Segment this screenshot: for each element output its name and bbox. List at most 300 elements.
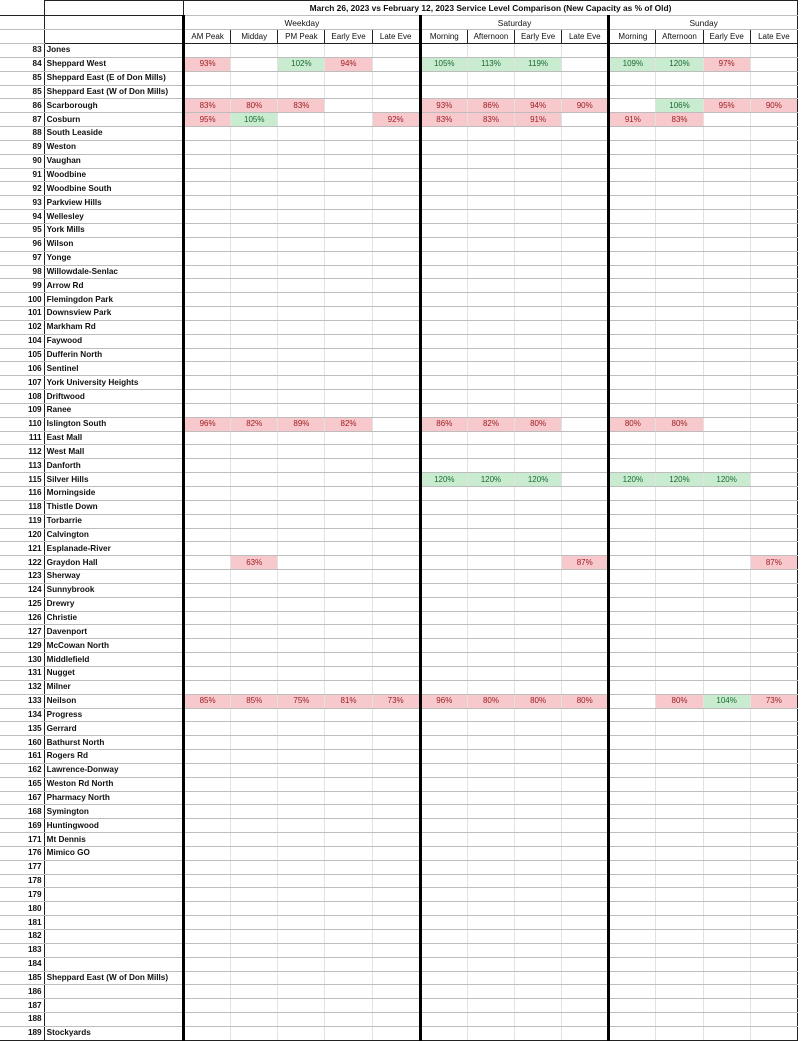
capacity-cell: [372, 666, 420, 680]
capacity-cell: [562, 85, 609, 99]
capacity-cell: [656, 736, 703, 750]
capacity-cell: [231, 85, 278, 99]
route-number: 189: [0, 1026, 44, 1040]
capacity-cell: [184, 943, 231, 957]
capacity-cell: [609, 763, 656, 777]
capacity-cell: [278, 860, 325, 874]
route-name: South Leaside: [44, 127, 183, 141]
capacity-cell: [372, 487, 420, 501]
table-row: [0, 99, 798, 113]
route-name: Woodbine: [44, 168, 183, 182]
capacity-cell: [703, 514, 750, 528]
route-number: 132: [0, 680, 44, 694]
route-name: Flemingdon Park: [44, 293, 183, 307]
capacity-cell: [467, 930, 514, 944]
capacity-cell: [372, 403, 420, 417]
route-number: 101: [0, 307, 44, 321]
capacity-cell: [325, 556, 372, 570]
capacity-cell: [562, 750, 609, 764]
capacity-cell: [609, 237, 656, 251]
capacity-cell: [656, 362, 703, 376]
capacity-cell: [656, 223, 703, 237]
capacity-cell: [562, 71, 609, 85]
table-row: [0, 694, 798, 708]
route-number: 107: [0, 376, 44, 390]
capacity-cell: [420, 957, 467, 971]
route-name: Lawrence-Donway: [44, 763, 183, 777]
capacity-cell: [750, 307, 797, 321]
route-name: Wellesley: [44, 210, 183, 224]
capacity-cell: [656, 1013, 703, 1027]
route-number: 121: [0, 542, 44, 556]
capacity-cell: [515, 805, 562, 819]
capacity-cell: [372, 514, 420, 528]
capacity-cell: [278, 763, 325, 777]
capacity-cell: [420, 999, 467, 1013]
capacity-cell: [703, 666, 750, 680]
capacity-cell: [278, 182, 325, 196]
capacity-cell: [467, 653, 514, 667]
route-name: Davenport: [44, 625, 183, 639]
capacity-cell: [467, 500, 514, 514]
route-number: 87: [0, 113, 44, 127]
capacity-cell: [278, 819, 325, 833]
table-row: [0, 500, 798, 514]
route-number: 90: [0, 154, 44, 168]
capacity-cell: 83%: [184, 99, 231, 113]
capacity-cell: [372, 210, 420, 224]
capacity-cell: [703, 625, 750, 639]
capacity-cell: [703, 777, 750, 791]
capacity-cell: [703, 930, 750, 944]
capacity-cell: [703, 570, 750, 584]
capacity-cell: [562, 999, 609, 1013]
capacity-cell: [703, 819, 750, 833]
capacity-cell: [467, 763, 514, 777]
capacity-cell: [278, 445, 325, 459]
capacity-cell: [515, 846, 562, 860]
capacity-cell: 81%: [325, 694, 372, 708]
route-number: 85: [0, 85, 44, 99]
capacity-cell: [750, 44, 797, 58]
capacity-cell: 83%: [656, 113, 703, 127]
capacity-cell: [562, 528, 609, 542]
route-name: East Mall: [44, 431, 183, 445]
table-row: [0, 1013, 798, 1027]
capacity-cell: [750, 846, 797, 860]
capacity-cell: 87%: [750, 556, 797, 570]
capacity-cell: [562, 902, 609, 916]
capacity-cell: [750, 971, 797, 985]
capacity-cell: [609, 459, 656, 473]
route-name: [44, 916, 183, 930]
period-header: Midday: [231, 30, 278, 44]
capacity-cell: [184, 611, 231, 625]
capacity-cell: [703, 348, 750, 362]
capacity-cell: [184, 777, 231, 791]
capacity-cell: [278, 722, 325, 736]
capacity-cell: [467, 791, 514, 805]
capacity-cell: [231, 930, 278, 944]
capacity-cell: [278, 666, 325, 680]
capacity-cell: [750, 514, 797, 528]
capacity-cell: [467, 666, 514, 680]
table-row: [0, 307, 798, 321]
capacity-cell: [325, 985, 372, 999]
capacity-cell: [325, 570, 372, 584]
route-name: [44, 957, 183, 971]
route-number: 91: [0, 168, 44, 182]
capacity-cell: [609, 971, 656, 985]
capacity-cell: [656, 307, 703, 321]
capacity-cell: [184, 223, 231, 237]
capacity-cell: [562, 265, 609, 279]
capacity-cell: [562, 44, 609, 58]
capacity-cell: [231, 985, 278, 999]
capacity-cell: [325, 722, 372, 736]
period-header: Afternoon: [656, 30, 703, 44]
capacity-cell: [184, 653, 231, 667]
capacity-cell: [562, 860, 609, 874]
capacity-cell: [750, 736, 797, 750]
capacity-cell: [703, 653, 750, 667]
capacity-cell: [467, 680, 514, 694]
capacity-cell: [372, 223, 420, 237]
capacity-cell: [278, 71, 325, 85]
table-row: [0, 71, 798, 85]
capacity-cell: [750, 376, 797, 390]
capacity-cell: [703, 943, 750, 957]
capacity-cell: [656, 846, 703, 860]
capacity-cell: [515, 85, 562, 99]
capacity-cell: 120%: [420, 473, 467, 487]
capacity-cell: [278, 750, 325, 764]
capacity-cell: [278, 307, 325, 321]
capacity-cell: [515, 639, 562, 653]
capacity-cell: [515, 44, 562, 58]
capacity-cell: [515, 223, 562, 237]
capacity-cell: [656, 874, 703, 888]
capacity-cell: [184, 666, 231, 680]
capacity-cell: [372, 971, 420, 985]
capacity-cell: [656, 154, 703, 168]
table-row: [0, 722, 798, 736]
capacity-cell: [420, 265, 467, 279]
capacity-cell: [184, 805, 231, 819]
capacity-cell: [420, 708, 467, 722]
capacity-cell: 83%: [278, 99, 325, 113]
capacity-cell: [703, 708, 750, 722]
capacity-cell: [231, 805, 278, 819]
capacity-cell: [609, 791, 656, 805]
capacity-cell: [750, 542, 797, 556]
table-row: [0, 459, 798, 473]
capacity-cell: [515, 819, 562, 833]
table-row: [0, 846, 798, 860]
capacity-cell: [325, 763, 372, 777]
capacity-cell: [184, 680, 231, 694]
period-header: Late Eve: [372, 30, 420, 44]
capacity-cell: [656, 625, 703, 639]
route-name: [44, 902, 183, 916]
capacity-cell: [420, 625, 467, 639]
capacity-cell: [609, 930, 656, 944]
route-number: 134: [0, 708, 44, 722]
route-name: Stockyards: [44, 1026, 183, 1040]
route-number: 162: [0, 763, 44, 777]
capacity-cell: [609, 390, 656, 404]
capacity-cell: [656, 251, 703, 265]
capacity-cell: [750, 999, 797, 1013]
capacity-cell: [656, 888, 703, 902]
capacity-cell: [372, 473, 420, 487]
capacity-cell: [278, 846, 325, 860]
capacity-cell: [656, 819, 703, 833]
capacity-cell: [515, 528, 562, 542]
capacity-cell: [656, 127, 703, 141]
capacity-cell: [515, 514, 562, 528]
capacity-cell: [656, 140, 703, 154]
capacity-cell: [515, 265, 562, 279]
capacity-cell: 73%: [750, 694, 797, 708]
capacity-cell: [372, 376, 420, 390]
capacity-cell: [656, 902, 703, 916]
capacity-cell: 120%: [609, 473, 656, 487]
capacity-cell: [372, 639, 420, 653]
capacity-cell: [231, 168, 278, 182]
capacity-cell: [420, 293, 467, 307]
capacity-cell: [372, 334, 420, 348]
capacity-cell: [184, 320, 231, 334]
capacity-cell: [467, 597, 514, 611]
route-name: Woodbine South: [44, 182, 183, 196]
capacity-cell: [703, 611, 750, 625]
capacity-cell: [231, 223, 278, 237]
capacity-cell: [656, 168, 703, 182]
capacity-cell: [467, 722, 514, 736]
capacity-cell: [184, 902, 231, 916]
capacity-cell: [467, 320, 514, 334]
capacity-cell: [609, 943, 656, 957]
capacity-cell: [420, 791, 467, 805]
capacity-cell: [750, 390, 797, 404]
capacity-cell: [372, 1026, 420, 1040]
capacity-cell: [467, 943, 514, 957]
capacity-cell: [609, 500, 656, 514]
capacity-cell: [703, 154, 750, 168]
capacity-cell: [278, 930, 325, 944]
capacity-cell: [609, 1026, 656, 1040]
capacity-cell: 85%: [184, 694, 231, 708]
capacity-cell: [231, 763, 278, 777]
table-row: [0, 611, 798, 625]
table-row: [0, 348, 798, 362]
capacity-cell: [278, 279, 325, 293]
capacity-cell: [703, 528, 750, 542]
capacity-cell: 83%: [467, 113, 514, 127]
capacity-cell: [231, 957, 278, 971]
capacity-cell: [372, 265, 420, 279]
capacity-cell: [562, 957, 609, 971]
capacity-cell: [278, 487, 325, 501]
capacity-cell: [609, 999, 656, 1013]
route-number: 177: [0, 860, 44, 874]
capacity-cell: [184, 334, 231, 348]
capacity-cell: [325, 833, 372, 847]
route-number: 135: [0, 722, 44, 736]
capacity-cell: [750, 763, 797, 777]
capacity-cell: [278, 542, 325, 556]
capacity-cell: [750, 666, 797, 680]
capacity-cell: [656, 431, 703, 445]
capacity-cell: [515, 860, 562, 874]
capacity-cell: [467, 85, 514, 99]
capacity-cell: [184, 1026, 231, 1040]
route-number: 100: [0, 293, 44, 307]
capacity-cell: 86%: [467, 99, 514, 113]
capacity-cell: [231, 376, 278, 390]
table-row: [0, 376, 798, 390]
table-row: [0, 570, 798, 584]
capacity-cell: [750, 570, 797, 584]
capacity-cell: [656, 542, 703, 556]
route-number: 92: [0, 182, 44, 196]
capacity-cell: [278, 639, 325, 653]
route-number: 99: [0, 279, 44, 293]
capacity-cell: [325, 791, 372, 805]
capacity-cell: [278, 223, 325, 237]
capacity-cell: [750, 791, 797, 805]
capacity-cell: [231, 514, 278, 528]
capacity-cell: [372, 805, 420, 819]
capacity-cell: [420, 376, 467, 390]
capacity-cell: [325, 943, 372, 957]
route-number: 109: [0, 403, 44, 417]
route-number: 120: [0, 528, 44, 542]
capacity-cell: [656, 680, 703, 694]
table-row: [0, 431, 798, 445]
capacity-cell: [184, 348, 231, 362]
route-number: 165: [0, 777, 44, 791]
capacity-cell: [703, 320, 750, 334]
capacity-cell: [184, 85, 231, 99]
capacity-cell: [372, 597, 420, 611]
capacity-cell: [609, 127, 656, 141]
capacity-cell: [420, 570, 467, 584]
capacity-cell: [325, 680, 372, 694]
capacity-cell: [750, 639, 797, 653]
capacity-cell: [750, 223, 797, 237]
capacity-cell: [656, 570, 703, 584]
capacity-cell: [562, 736, 609, 750]
table-row: [0, 196, 798, 210]
capacity-cell: [467, 376, 514, 390]
capacity-cell: [562, 237, 609, 251]
table-title: March 26, 2023 vs February 12, 2023 Service Level Comparison (New Capacity as % of Old): [184, 1, 798, 16]
route-name: Huntingwood: [44, 819, 183, 833]
capacity-cell: [703, 140, 750, 154]
capacity-cell: [278, 570, 325, 584]
capacity-cell: [420, 888, 467, 902]
route-number: 183: [0, 943, 44, 957]
table-body: [0, 44, 798, 1041]
capacity-cell: [184, 293, 231, 307]
capacity-cell: [372, 182, 420, 196]
capacity-cell: [231, 666, 278, 680]
capacity-cell: [278, 265, 325, 279]
capacity-cell: [656, 528, 703, 542]
capacity-cell: [656, 639, 703, 653]
capacity-cell: [656, 348, 703, 362]
capacity-cell: [420, 390, 467, 404]
capacity-cell: [750, 127, 797, 141]
route-number: 168: [0, 805, 44, 819]
capacity-cell: [703, 750, 750, 764]
capacity-cell: [184, 985, 231, 999]
route-number: 105: [0, 348, 44, 362]
capacity-cell: [231, 390, 278, 404]
capacity-cell: [420, 514, 467, 528]
capacity-cell: [609, 556, 656, 570]
capacity-cell: [278, 376, 325, 390]
capacity-cell: [609, 888, 656, 902]
capacity-cell: [231, 916, 278, 930]
route-number: 185: [0, 971, 44, 985]
capacity-cell: [278, 334, 325, 348]
route-name: [44, 985, 183, 999]
capacity-cell: [609, 99, 656, 113]
capacity-cell: [372, 127, 420, 141]
route-name: Middlefield: [44, 653, 183, 667]
capacity-cell: 120%: [467, 473, 514, 487]
capacity-cell: [325, 431, 372, 445]
period-header: Late Eve: [750, 30, 797, 44]
table-row: [0, 943, 798, 957]
capacity-cell: [231, 127, 278, 141]
capacity-cell: [278, 791, 325, 805]
route-name: Rogers Rd: [44, 750, 183, 764]
capacity-cell: [467, 846, 514, 860]
capacity-cell: [467, 542, 514, 556]
capacity-cell: [656, 500, 703, 514]
capacity-cell: [372, 860, 420, 874]
capacity-cell: [515, 279, 562, 293]
table-row: [0, 127, 798, 141]
capacity-cell: [562, 182, 609, 196]
capacity-cell: 96%: [420, 694, 467, 708]
capacity-cell: [703, 390, 750, 404]
capacity-cell: [231, 71, 278, 85]
capacity-cell: [325, 362, 372, 376]
route-name: Vaughan: [44, 154, 183, 168]
route-name: Nugget: [44, 666, 183, 680]
capacity-cell: [231, 971, 278, 985]
capacity-cell: [562, 819, 609, 833]
capacity-cell: [420, 556, 467, 570]
capacity-cell: [278, 168, 325, 182]
capacity-cell: [184, 763, 231, 777]
capacity-cell: [420, 251, 467, 265]
capacity-cell: [231, 334, 278, 348]
capacity-cell: [184, 196, 231, 210]
route-name: Markham Rd: [44, 320, 183, 334]
capacity-cell: [467, 140, 514, 154]
capacity-cell: [750, 196, 797, 210]
capacity-cell: [372, 916, 420, 930]
capacity-cell: 80%: [231, 99, 278, 113]
capacity-cell: [750, 888, 797, 902]
capacity-cell: [372, 625, 420, 639]
